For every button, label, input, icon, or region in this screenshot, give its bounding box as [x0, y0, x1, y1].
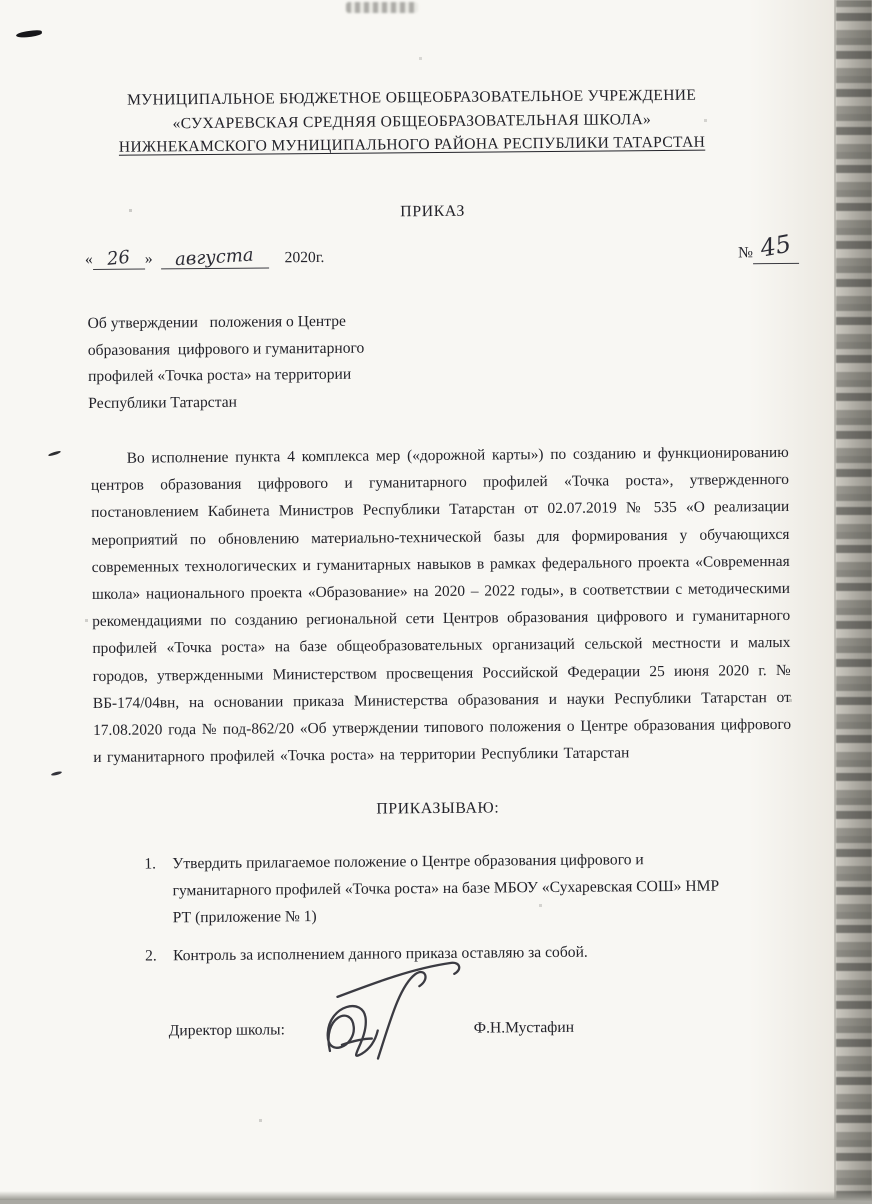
date-month-blank: [161, 246, 269, 269]
date-day-blank: [93, 248, 145, 270]
date-open-quote: «: [84, 250, 93, 269]
scan-noise-specks: [0, 0, 1, 1]
signature-role-label: Директор школы:: [168, 1021, 285, 1040]
signature-name: Ф.Н.Мустафин: [473, 1018, 575, 1037]
order-title: ПРИКАЗ: [400, 202, 466, 221]
order-subject: [87, 309, 364, 417]
resolution-word: ПРИКАЗЫВАЮ:: [376, 799, 500, 818]
date-and-number-row: [84, 229, 799, 271]
order-number-handwritten: 45: [757, 229, 793, 263]
item-2-text: Контроль за исполнением данного приказа оставляю за собой.: [173, 943, 588, 965]
order-body-paragraph: Во исполнение пункта 4 комплекса мер («дорожной карты») по созданию и функционированию центров образования цифрового и гуманитарного профилей «Точка роста», утвержденного постановлением Кабинета Министров Республики Татарстан от 02.07.2019 № 535 «О реализации мероприятий по обновлению материально-технической базы для формирования у обучающихся современных технологических и гуманитарных навыков в рамках федерального проекта «Современная школа» национального проекта «Образование» на 2020 – 2022 годы», в соответствии с методическими рекомендациями по созданию региональной сети Центров образования цифрового и гуманитарного профилей «Точка роста» на базе общеобразовательных организаций сельской местности и малых городов, утвержденными Министерством просвещения Российской Федерации 25 июня 2020 г. № ВБ-174/04вн, на основании приказа Министерства образования и науки Республики Татарстан от 17.08.2020 года № под-862/20 «Об утверждении типового положения о Центре образования цифрового и гуманитарного профилей «Точка роста» на территории Республики Татарстан: [90, 443, 792, 767]
item-1-marker: 1.: [144, 855, 157, 873]
subject-line: Республики Татарстан: [88, 393, 238, 412]
organization-name-line: МУНИЦИПАЛЬНОЕ БЮДЖЕТНОЕ ОБЩЕОБРАЗОВАТЕЛЬНОЕ УЧРЕЖДЕНИЕ: [127, 86, 697, 109]
date-day-handwritten: 26: [106, 246, 132, 270]
subject-line: профилей «Точка роста» на территории: [87, 365, 352, 386]
organization-header: [56, 83, 769, 160]
scan-top-smudge: [346, 2, 418, 13]
item-2-marker: 2.: [145, 947, 157, 965]
school-name-line: «СУХАРЕВСКАЯ СРЕДНЯЯ ОБЩЕОБРАЗОВАТЕЛЬНАЯ ШКОЛА»: [172, 110, 652, 132]
number-sign: №: [738, 244, 754, 262]
page-bottom-shadow: [0, 1191, 872, 1200]
scan-edge-artifact-strip: [836, 0, 872, 1200]
order-item-1: [144, 845, 737, 932]
date-close-quote: »: [144, 250, 153, 268]
item-1-text: Утвердить прилагаемое положение о Центре образования цифрового и гуманитарного профилей «Точка роста» на базе МБОУ «Сухаревская СОШ» НМР РТ (приложение № 1): [172, 851, 720, 927]
signature-scribble: [301, 952, 482, 1084]
order-number-blank: [753, 229, 799, 264]
date-line: [85, 246, 325, 270]
subject-line: Об утверждении положения о Центре: [87, 312, 347, 333]
subject-line: образования цифрового и гуманитарного: [87, 339, 365, 359]
district-name-line: НИЖНЕКАМСКОГО МУНИЦИПАЛЬНОГО РАЙОНА РЕСПУБЛИКИ ТАТАРСТАН: [118, 133, 706, 156]
date-year: 2020г.: [284, 248, 325, 267]
date-month-handwritten: августа: [174, 244, 255, 271]
order-number: [738, 229, 799, 265]
